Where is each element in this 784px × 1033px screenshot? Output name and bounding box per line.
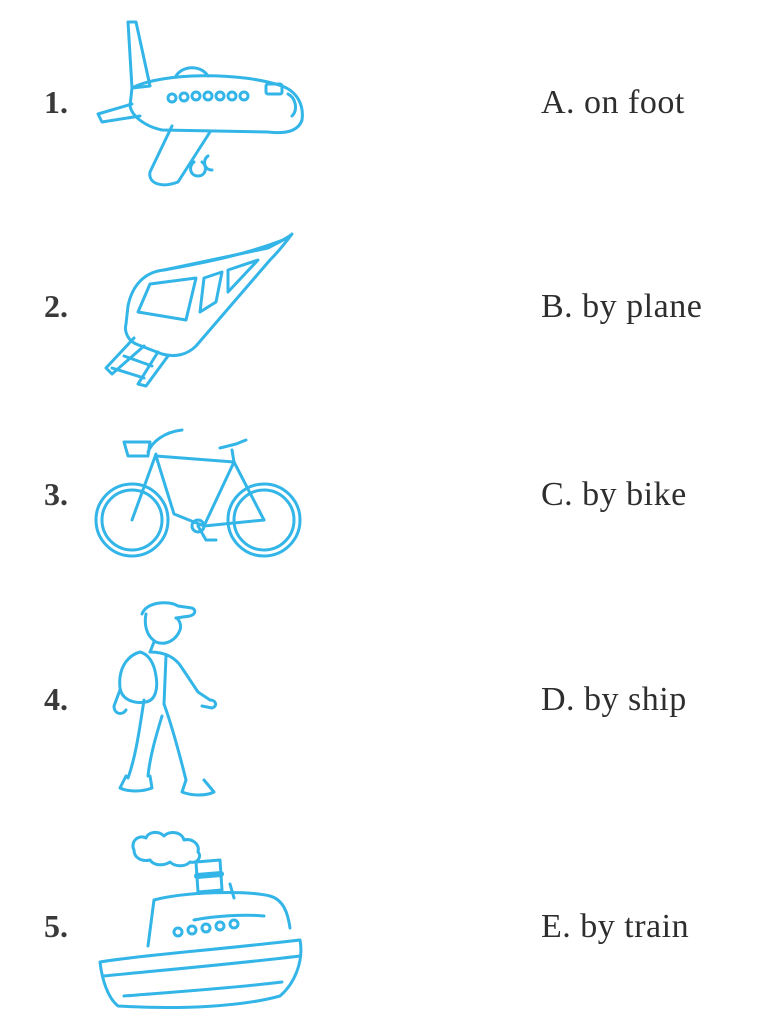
airplane-icon — [92, 14, 312, 194]
option-label: C. by bike — [541, 476, 687, 513]
walking-person-icon — [106, 596, 226, 802]
option-label: E. by train — [541, 908, 690, 945]
item-number: 3. — [44, 476, 68, 512]
option-label: A. on foot — [541, 84, 685, 121]
option-label: B. by plane — [541, 288, 703, 325]
bicycle-icon — [94, 422, 304, 564]
train-icon — [98, 228, 298, 388]
item-number: 4. — [44, 681, 68, 717]
ship-icon — [94, 830, 306, 1020]
option-label: D. by ship — [541, 681, 687, 718]
item-number: 5. — [44, 908, 68, 944]
item-number: 1. — [44, 84, 68, 120]
item-number: 2. — [44, 288, 68, 324]
